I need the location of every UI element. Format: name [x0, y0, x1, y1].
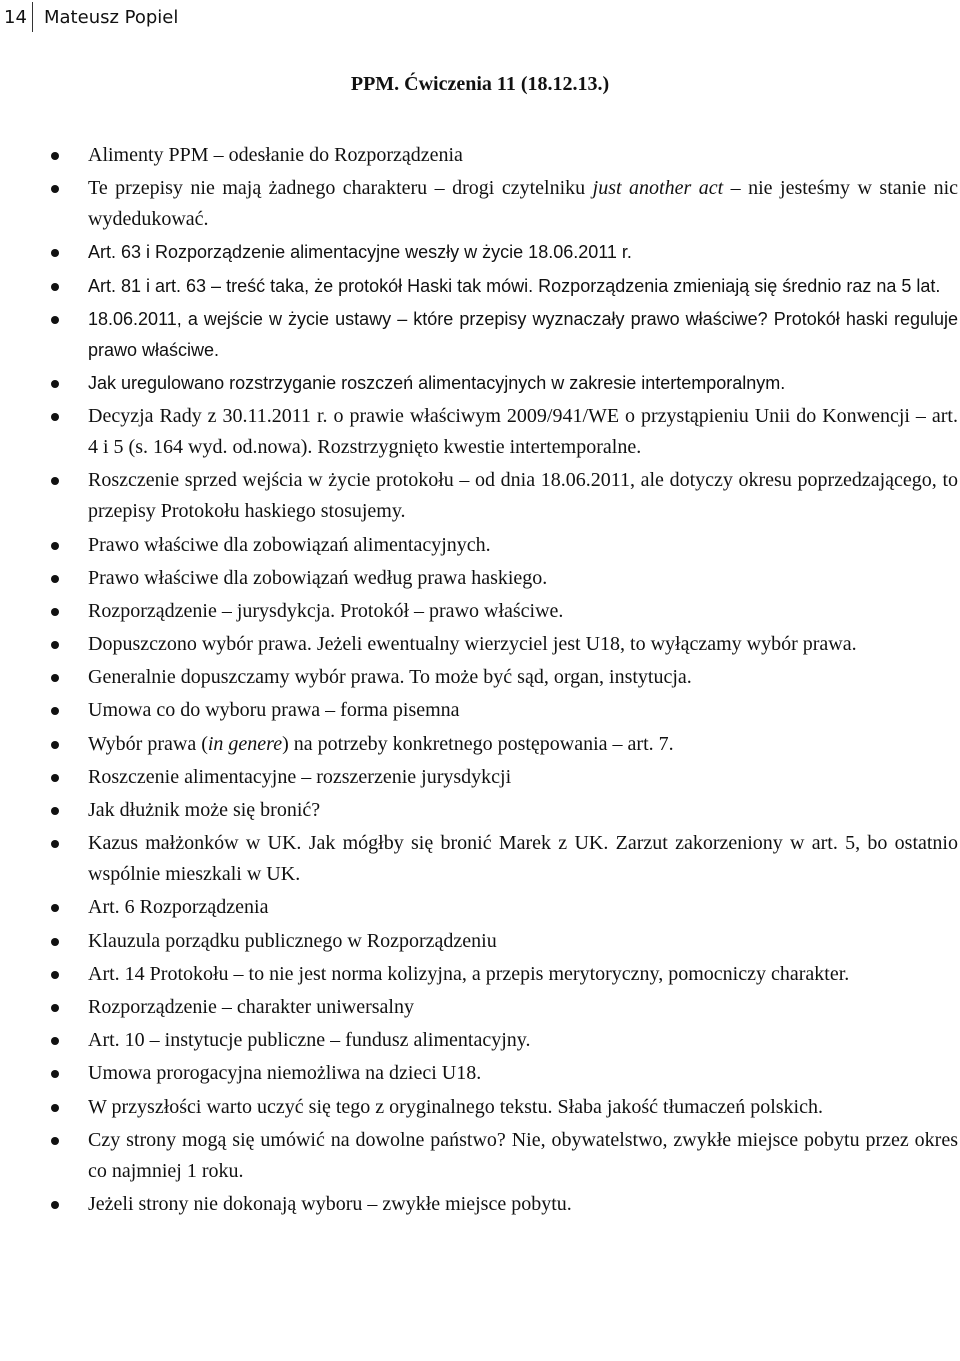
list-item-text	[88, 666, 692, 688]
bullet-icon	[51, 185, 59, 193]
bullet-icon	[51, 1137, 59, 1145]
text-segment: Umowa prorogacyjna niemożliwa na dzieci U18.	[88, 1062, 482, 1085]
bullet-icon	[51, 152, 59, 160]
list-item-text	[88, 600, 563, 622]
list-item-text	[88, 1193, 572, 1215]
text-segment: Prawo właściwe dla zobowiązań według prawa haskiego.	[88, 566, 548, 589]
bullet-icon	[51, 608, 59, 616]
bullet-icon	[51, 707, 59, 715]
text-segment: – nie jesteśmy w stanie nic wydedukować.	[88, 177, 959, 231]
bullet-icon	[51, 774, 59, 782]
text-segment: Rozporządzenie – jurysdykcja. Protokół – prawo właściwe.	[88, 599, 564, 622]
text-segment: Umowa co do wyboru prawa – forma pisemna	[88, 699, 460, 722]
list-item-text	[88, 1096, 823, 1118]
list-item-text	[88, 1029, 530, 1051]
bullet-icon	[51, 971, 59, 979]
list-item-text	[88, 469, 958, 522]
bullet-icon	[51, 1201, 59, 1209]
bullet-icon	[51, 575, 59, 583]
author-name: Mateusz Popiel	[44, 7, 179, 28]
text-segment: Jeżeli strony nie dokonają wyboru – zwykłe miejsce pobytu.	[88, 1192, 572, 1215]
list-item-text	[88, 699, 460, 721]
list-item	[0, 368, 960, 399]
text-segment: Decyzja Rady z 30.11.2011 r. o prawie właściwym 2009/941/WE o przystąpieniu Unii do Konwencji – art. 4 i 5 (s. 164 wyd. od.nowa). Rozstrzygnięto kwestie intertemporalne.	[88, 405, 958, 459]
text-segment: Czy strony mogą się umówić na dowolne państwo? Nie, obywatelstwo, zwykłe miejsce pobytu przez okres co najmniej 1 roku.	[88, 1128, 958, 1182]
text-segment: Roszczenie alimentacyjne – rozszerzenie jurysdykcji	[88, 765, 512, 788]
bullet-icon	[51, 904, 59, 912]
text-segment: Alimenty PPM – odesłanie do Rozporządzenia	[88, 144, 463, 166]
list-item	[0, 795, 960, 826]
bullet-icon	[51, 741, 59, 749]
text-segment: Te przepisy nie mają żadnego charakteru – drogi czytelniku	[88, 177, 593, 200]
list-item-text	[88, 832, 958, 885]
list-item-text	[88, 799, 320, 821]
list-item-text	[88, 144, 463, 166]
list-item	[0, 237, 960, 268]
list-item-text	[88, 896, 268, 918]
list-item	[0, 140, 960, 171]
list-item-text	[88, 930, 497, 952]
list-item	[0, 173, 960, 235]
list-item-text	[88, 963, 849, 985]
list-item	[0, 1092, 960, 1123]
bullet-list	[0, 140, 960, 1222]
list-item-text	[88, 567, 547, 589]
bullet-icon	[51, 283, 59, 291]
list-item	[0, 304, 960, 366]
title-text: PPM. Ćwiczenia 11 (18.12.13.)	[350, 73, 610, 95]
italic-phrase: in genere	[207, 732, 283, 755]
page-header	[0, 0, 300, 34]
text-segment: 18.06.2011, a wejście w życie ustawy – które przepisy wyznaczały prawo właściwe? Protokół haski reguluje prawo właściwe.	[88, 308, 958, 360]
list-item	[0, 662, 960, 693]
list-item	[0, 1125, 960, 1187]
text-segment: Art. 10 – instytucje publiczne – fundusz alimentacyjny.	[88, 1029, 531, 1052]
bullet-icon	[51, 542, 59, 550]
list-item-text	[88, 177, 958, 230]
list-item	[0, 762, 960, 793]
list-item	[0, 729, 960, 760]
document-title	[0, 73, 960, 96]
bullet-icon	[51, 316, 59, 324]
list-item-text	[88, 534, 491, 556]
list-item	[0, 465, 960, 527]
text-segment: W przyszłości warto uczyć się tego z oryginalnego tekstu. Słaba jakość tłumaczeń polskich.	[88, 1095, 823, 1118]
text-segment: Wybór prawa (	[88, 732, 208, 755]
bullet-icon	[51, 380, 59, 388]
list-item	[0, 828, 960, 890]
list-item-text	[88, 373, 785, 393]
bullet-icon	[51, 1104, 59, 1112]
text-segment: Rozporządzenie – charakter uniwersalny	[88, 995, 414, 1018]
header-divider	[32, 2, 33, 32]
list-item	[0, 530, 960, 561]
list-item	[0, 892, 960, 923]
list-item	[0, 992, 960, 1023]
bullet-icon	[51, 1070, 59, 1078]
bullet-icon	[51, 477, 59, 485]
list-item-text	[88, 309, 958, 360]
bullet-icon	[51, 641, 59, 649]
text-segment: Kazus małżonków w UK. Jak mógłby się bronić Marek z UK. Zarzut zakorzeniony w art. 5, bo ostatnio wspólnie mieszkali w UK.	[88, 832, 958, 886]
text-segment: Jak uregulowano rozstrzyganie roszczeń alimentacyjnych w zakresie intertemporalnym.	[88, 372, 786, 393]
bullet-icon	[51, 840, 59, 848]
bullet-icon	[51, 674, 59, 682]
list-item	[0, 271, 960, 302]
text-segment: Generalnie dopuszczamy wybór prawa. To może być sąd, organ, instytucja.	[88, 666, 692, 689]
bullet-icon	[51, 249, 59, 257]
list-item-text	[88, 733, 674, 755]
bullet-icon	[51, 1004, 59, 1012]
text-segment: Roszczenie sprzed wejścia w życie protokołu – od dnia 18.06.2011, ale dotyczy okresu poprzedzającego, to przepisy Protokołu haskiego stosujemy.	[88, 469, 958, 523]
list-item-text	[88, 1062, 481, 1084]
list-item	[0, 1058, 960, 1089]
list-item-text	[88, 633, 857, 655]
list-item	[0, 596, 960, 627]
page-number: 14	[4, 7, 27, 28]
list-item	[0, 1025, 960, 1056]
bullet-icon	[51, 938, 59, 946]
bullet-icon	[51, 1037, 59, 1045]
list-item-text	[88, 996, 414, 1018]
text-segment: Dopuszczono wybór prawa. Jeżeli ewentualny wierzyciel jest U18, to wyłączamy wybór prawa.	[88, 633, 857, 656]
list-item-text	[88, 766, 511, 788]
text-segment: Art. 6 Rozporządzenia	[88, 896, 269, 919]
list-item	[0, 401, 960, 463]
list-item-text	[88, 276, 940, 296]
list-item	[0, 563, 960, 594]
list-item	[0, 926, 960, 957]
text-segment: Art. 63 i Rozporządzenie alimentacyjne weszły w życie 18.06.2011 r.	[88, 242, 632, 263]
bullet-icon	[51, 413, 59, 421]
text-segment: Jak dłużnik może się bronić?	[88, 799, 321, 821]
list-item	[0, 695, 960, 726]
text-segment: Art. 14 Protokołu – to nie jest norma kolizyjna, a przepis merytoryczny, pomocniczy charakter.	[88, 962, 850, 985]
text-segment: Prawo właściwe dla zobowiązań alimentacyjnych.	[88, 533, 491, 556]
list-item	[0, 629, 960, 660]
text-segment: Art. 81 i art. 63 – treść taka, że protokół Haski tak mówi. Rozporządzenia zmieniają się średnio raz na 5 lat.	[88, 275, 941, 296]
text-segment: ) na potrzeby konkretnego postępowania – art. 7.	[282, 732, 674, 755]
italic-phrase: just another act	[592, 177, 724, 200]
list-item	[0, 959, 960, 990]
list-item	[0, 1189, 960, 1220]
text-segment: Klauzula porządku publicznego w Rozporządzeniu	[88, 929, 497, 952]
list-item-text	[88, 1129, 958, 1182]
bullet-icon	[51, 807, 59, 815]
list-item-text	[88, 405, 958, 458]
list-item-text	[88, 242, 632, 262]
